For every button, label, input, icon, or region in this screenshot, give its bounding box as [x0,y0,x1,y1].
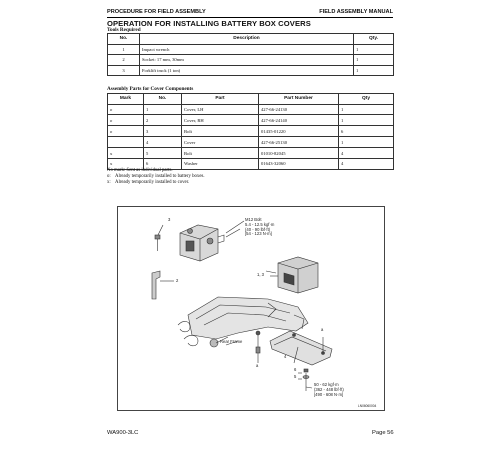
table-cell: Forklift truck (1 ton) [140,65,354,76]
table-row [108,65,394,76]
note-no-mark: No mark: Sent as individual parts. [107,168,173,173]
table-cell: 1 [339,115,394,126]
table-cell: 2 [108,55,140,66]
table-cell: 2 [144,115,182,126]
table-row [108,55,394,66]
torque-line: 50 - 62 kgf·m [314,382,339,387]
table-cell: 4 [339,148,394,159]
table-cell: Bolt [182,126,259,137]
table-cell: Cover [182,137,259,148]
column-header: No. [144,94,182,105]
column-header: Qty [339,94,394,105]
torque-line: (40 - 90 lbf·ft) [245,226,271,232]
note-text: Already temporarily installed to cover. [115,180,190,186]
table-cell: o [108,126,144,137]
table-cell: 3 [144,126,182,137]
notes [107,168,205,187]
assembly-figure [117,206,385,411]
callout-2: 2 [176,278,179,283]
table-row [108,44,394,55]
tools-table [107,33,394,76]
bolt-5-6-drawing [298,369,309,391]
table-cell: 4 [339,159,394,170]
table-row [108,137,394,148]
table-cell: Cover, RH [182,115,259,126]
table-cell: 427-66-25130 [259,137,339,148]
table-cell: x [108,159,144,170]
table-cell: 4 [144,137,182,148]
table-row [108,148,394,159]
column-header: Part [182,94,259,105]
column-header: Description [140,34,354,45]
table-row [108,104,394,115]
torque-line: (362 - 448 lbf·ft) [314,386,344,392]
torque-line: [490 - 608 N·m] [314,391,344,397]
callout-5: 5 [294,374,297,379]
table-cell: Bolt [182,148,259,159]
parts-label: Assembly Parts for Cover Components [107,86,194,92]
table-row [108,126,394,137]
callout-a-top: a [321,327,324,332]
table-cell: 1 [144,104,182,115]
callout-6: 6 [294,367,297,372]
table-cell: o [108,115,144,126]
page-header [107,8,393,18]
column-header: Part Number [259,94,339,105]
table-cell: Impact wrench [140,44,354,55]
note-item [107,180,205,186]
column-header: Mark [108,94,144,105]
footer-model: WA900-3LC [107,430,139,436]
column-header: No. [108,34,140,45]
table-cell: x [108,148,144,159]
battery-box-drawing [270,257,318,293]
cover-plate-drawing [270,331,332,365]
table-header-row [108,34,394,45]
cover-lh-drawing [180,225,224,261]
torque-spec-bottom [314,383,344,397]
table-cell: 427-66-24130 [259,104,339,115]
table-cell: 1 [354,44,394,55]
note-symbol: o: [107,174,111,180]
torque-line: [54 - 123 N·m] [245,231,272,237]
table-cell: 1 [108,44,140,55]
table-cell: 3 [108,65,140,76]
cover-rh-drawing [152,271,174,299]
assembly-drawing [118,207,386,412]
figure-code: LN06060004 [358,404,377,408]
page-title: OPERATION FOR INSTALLING BATTERY BOX COVERS [107,19,311,28]
callout-1-3: 1, 3 [257,272,264,277]
table-cell: 427-66-24140 [259,115,339,126]
table-cell: Socket: 17 mm, 30mm [140,55,354,66]
table-cell: 6 [339,126,394,137]
torque-line: 5.4 - 12.5 kgf·m [245,221,275,227]
column-header: Qty. [354,34,394,45]
table-row [108,115,394,126]
torque-line: M12 Bolt [245,217,262,222]
table-cell: 1 [354,55,394,66]
header-left: PROCEDURE FOR FIELD ASSEMBLY [107,9,206,15]
header-right: FIELD ASSEMBLY MANUAL [319,9,393,15]
parts-table [107,93,394,170]
table-cell: o [108,104,144,115]
table-cell: 6 [144,159,182,170]
table-cell: 01643-32060 [259,159,339,170]
table-cell: 01010-82045 [259,148,339,159]
note-text: Already temporarily installed to battery boxes. [115,174,205,180]
rear-frame-label: Rear Frame [220,339,243,344]
table-cell: Washer [182,159,259,170]
table-cell: 5 [144,148,182,159]
callout-a-left: a [256,363,259,368]
footer-page: Page 56 [372,430,394,436]
table-cell: 1 [339,137,394,148]
callout-4: 4 [284,354,287,359]
callout-3: 3 [168,217,171,222]
torque-spec-top [245,218,274,237]
table-header-row [108,94,394,105]
table-cell: Cover, LH [182,104,259,115]
table-cell [108,137,144,148]
bolt-3-drawing [155,225,163,251]
table-cell: 1 [354,65,394,76]
table-cell: 1 [339,104,394,115]
tools-label: Tools Required [107,27,141,33]
table-cell: 01435-01220 [259,126,339,137]
note-symbol: x: [107,180,111,186]
